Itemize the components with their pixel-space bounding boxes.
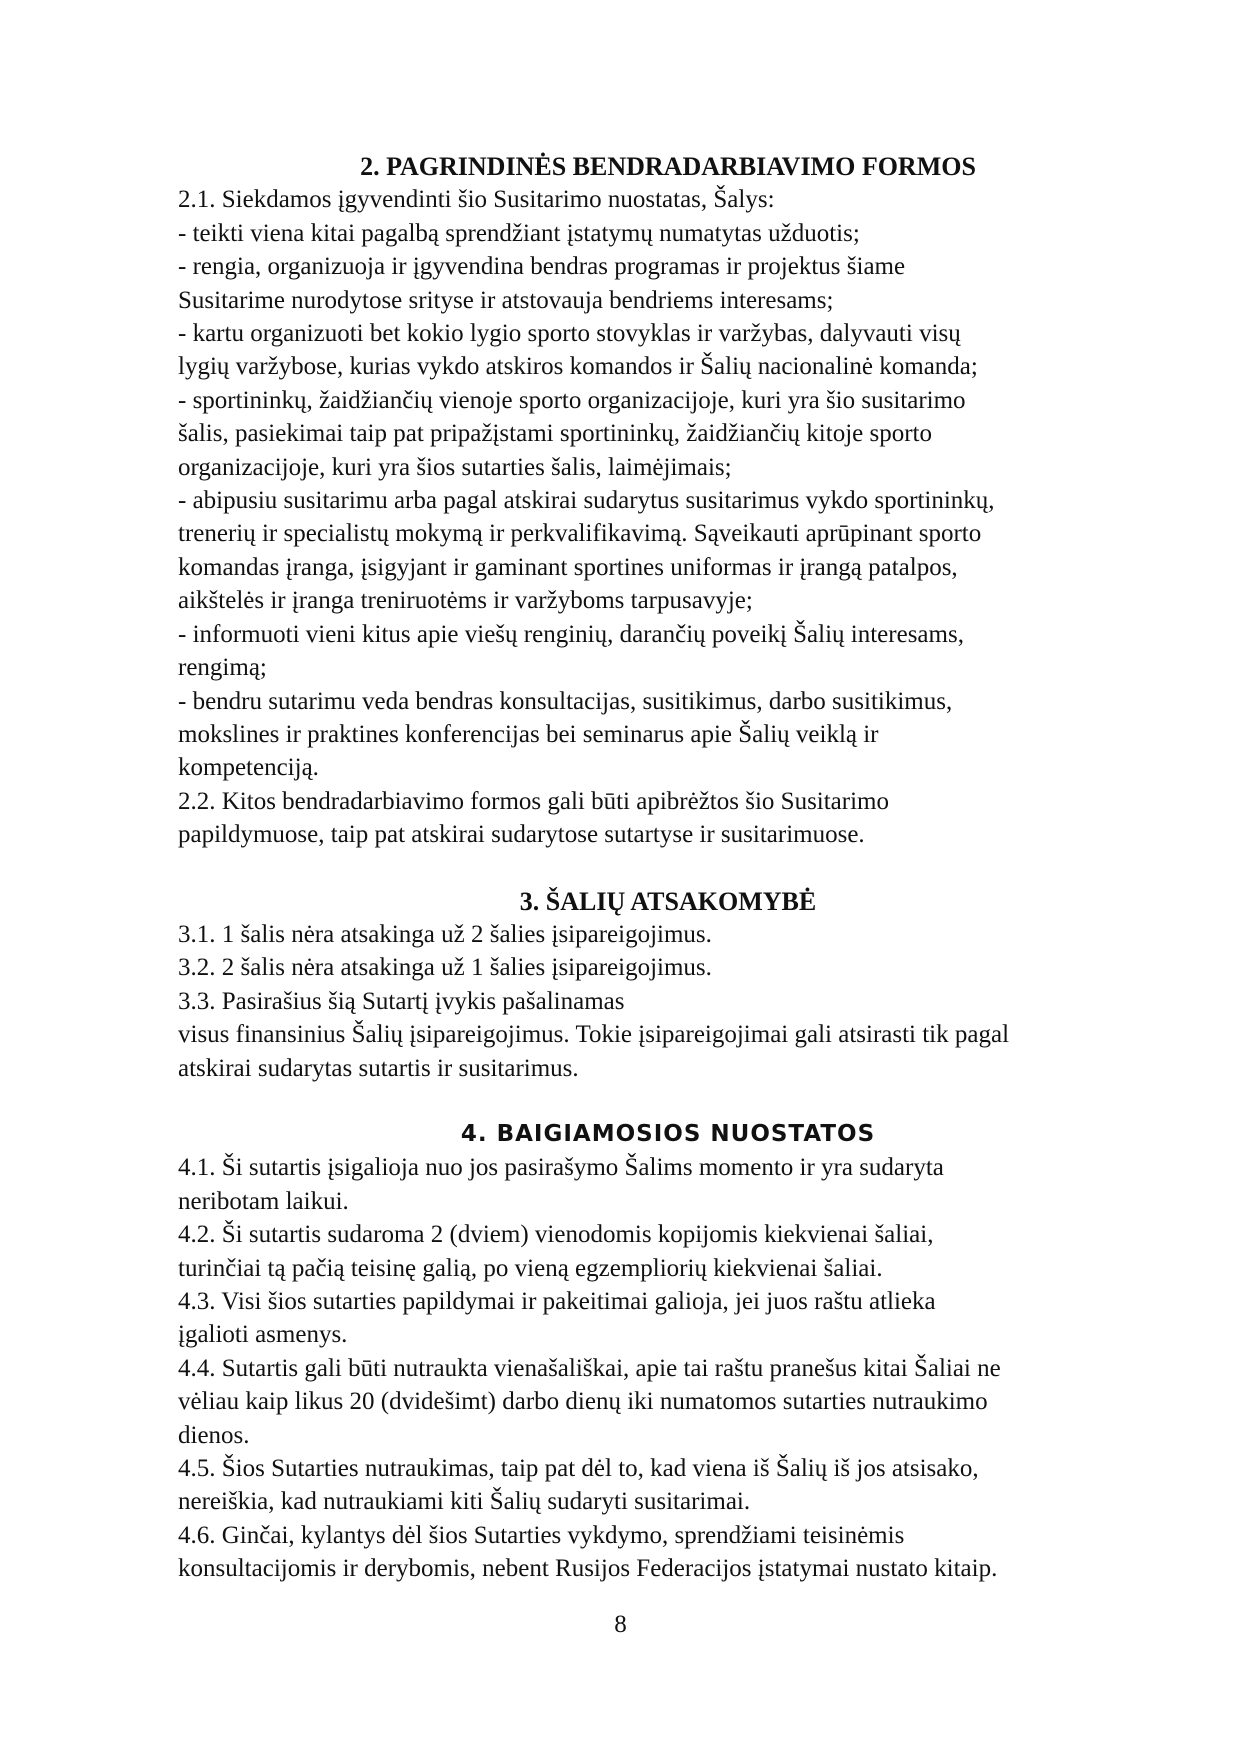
text-line: rengimą; <box>178 654 267 682</box>
text-line: 4.5. Šios Sutarties nutraukimas, taip pat dėl to, kad viena iš Šalių iš jos atsisako, <box>178 1455 979 1483</box>
text-line: atskirai sudarytas sutartis ir susitarimus. <box>178 1054 579 1082</box>
text-line: 2.2. Kitos bendradarbiavimo formos gali būti apibrėžtos šio Susitarimo <box>178 787 889 815</box>
text-line: visus finansinius Šalių įsipareigojimus. Tokie įsipareigojimai gali atsirasti tik pagal <box>178 1021 1010 1049</box>
text-line: 3.2. 2 šalis nėra atsakinga už 1 šalies įsipareigojimus. <box>178 954 712 982</box>
text-line: organizacijoje, kuri yra šios sutarties šalis, laimėjimais; <box>178 453 732 481</box>
text-line: - abipusiu susitarimu arba pagal atskirai sudarytus susitarimus vykdo sportininkų, <box>178 487 995 515</box>
text-line: Susitarime nurodytose srityse ir atstovauja bendriems interesams; <box>178 286 834 314</box>
text-line: turinčiai tą pačią teisinę galią, po vieną egzempliorių kiekvienai šaliai. <box>178 1254 883 1282</box>
text-line: 3.3. Pasirašius šią Sutartį įvykis pašalinamas <box>178 987 625 1015</box>
document-body <box>178 150 1158 1586</box>
text-line: lygių varžybose, kurias vykdo atskiros komandos ir Šalių nacionalinė komanda; <box>178 353 978 381</box>
text-line: konsultacijomis ir derybomis, nebent Rusijos Federacijos įstatymai nustato kitaip. <box>178 1555 998 1583</box>
page-number: 8 <box>614 1611 627 1638</box>
text-line: 3.1. 1 šalis nėra atsakinga už 2 šalies įsipareigojimus. <box>178 920 712 948</box>
text-line: vėliau kaip likus 20 (dvidešimt) darbo dienų iki numatomos sutarties nutraukimo <box>178 1388 988 1416</box>
text-line: dienos. <box>178 1421 250 1449</box>
text-line: neribotam laikui. <box>178 1187 349 1215</box>
section-gap <box>178 1085 1158 1118</box>
text-line: 2.1. Siekdamos įgyvendinti šio Susitarimo nuostatas, Šalys: <box>178 186 775 214</box>
text-line: šalis, pasiekimai taip pat pripažįstami sportininkų, žaidžiančių kitoje sporto <box>178 420 932 448</box>
text-line: komandas įranga, įsigyjant ir gaminant sportines uniformas ir įrangą patalpos, <box>178 553 958 581</box>
text-line: kompetenciją. <box>178 754 319 782</box>
section-4-heading: 4. BAIGIAMOSIOS NUOSTATOS <box>460 1120 876 1147</box>
section-2-text <box>178 183 1158 851</box>
text-line: aikštelės ir įranga treniruotėms ir varžyboms tarpusavyje; <box>178 587 753 615</box>
section-4-text <box>178 1151 1158 1585</box>
text-line: 4.3. Visi šios sutarties papildymai ir pakeitimai galioja, jei juos raštu atlieka <box>178 1288 936 1315</box>
section-3-text <box>178 918 1158 1085</box>
text-line: - teikti viena kitai pagalbą sprendžiant įstatymų numatytas užduotis; <box>178 219 860 247</box>
text-line: - informuoti vieni kitus apie viešų renginių, darančių poveikį Šalių interesams, <box>178 620 964 648</box>
text-line: įgalioti asmenys. <box>178 1321 348 1349</box>
text-line: 4.6. Ginčai, kylantys dėl šios Sutarties vykdymo, sprendžiami teisinėmis <box>178 1521 905 1549</box>
text-line: - bendru sutarimu veda bendras konsultacijas, susitikimus, darbo susitikimus, <box>178 687 953 715</box>
text-line: 4.1. Ši sutartis įsigalioja nuo jos pasirašymo Šalims momento ir yra sudaryta <box>178 1154 944 1182</box>
text-line: 4.4. Sutartis gali būti nutraukta vienašališkai, apie tai raštu pranešus kitai Šaliai ne <box>178 1354 1001 1382</box>
text-line: trenerių ir specialistų mokymą ir perkvalifikavimą. Sąveikauti aprūpinant sporto <box>178 520 982 548</box>
text-line: papildymuose, taip pat atskirai sudarytose sutartyse ir susitarimuose. <box>178 821 865 849</box>
text-line: - sportininkų, žaidžiančių vienoje sporto organizacijoje, kuri yra šio susitarimo <box>178 386 966 414</box>
text-line: - rengia, organizuoja ir įgyvendina bendras programas ir projektus šiame <box>178 253 906 281</box>
text-line: - kartu organizuoti bet kokio lygio sporto stovyklas ir varžybas, dalyvauti visų <box>178 320 961 348</box>
section-3-heading: 3. ŠALIŲ ATSAKOMYBĖ <box>519 886 817 916</box>
text-line: mokslines ir praktines konferencijas bei seminarus apie Šalių veiklą ir <box>178 720 879 748</box>
text-line: 4.2. Ši sutartis sudaroma 2 (dviem) vienodomis kopijomis kiekvienai šaliai, <box>178 1221 934 1249</box>
text-line: nereiškia, kad nutraukiami kiti Šalių sudaryti susitarimai. <box>178 1488 751 1516</box>
section-gap <box>178 852 1158 885</box>
section-2-heading: 2. PAGRINDINĖS BENDRADARBIAVIMO FORMOS <box>360 152 976 181</box>
